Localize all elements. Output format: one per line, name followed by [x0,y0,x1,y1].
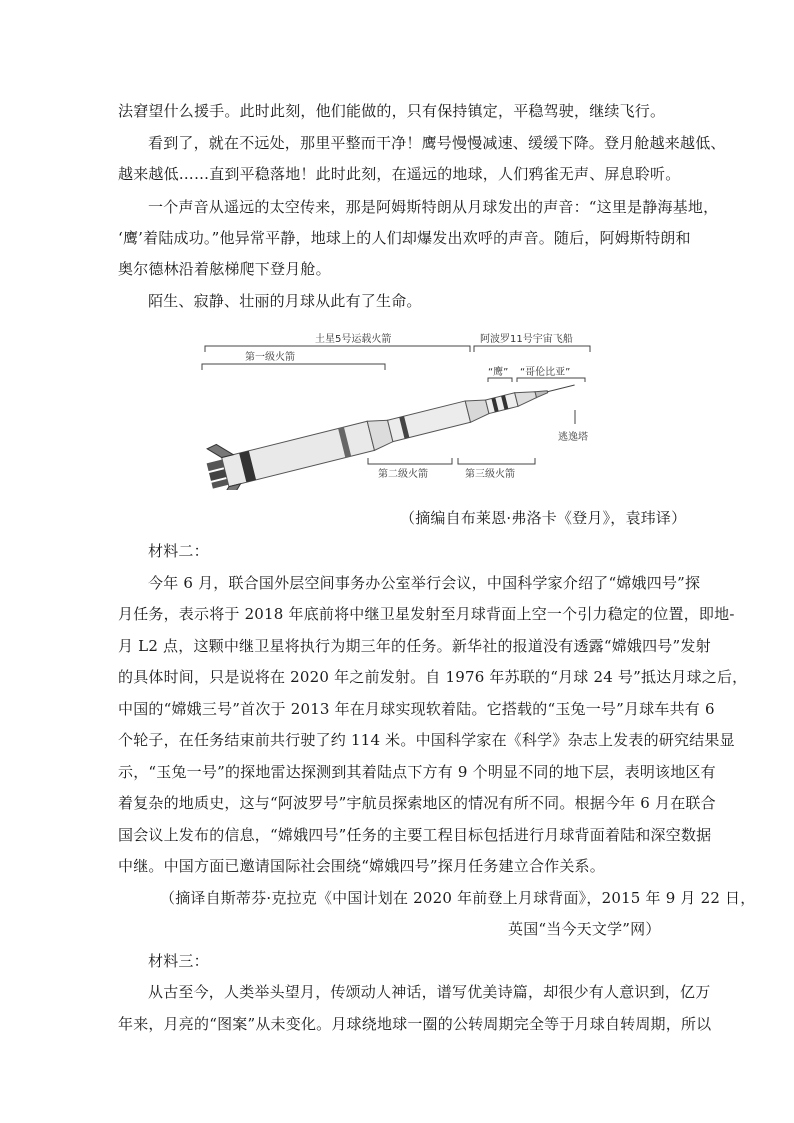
paragraph-line: 着复杂的地质史，这与“阿波罗号”宇航员探索地区的情况有所不同。根据今年 6 月在联合 [118,794,716,812]
paragraph-line: 中继。中国方面已邀请国际社会围绕“嫦娥四号”探月任务建立合作关系。 [118,857,605,875]
bracket-stage3 [458,458,535,464]
paragraph-line: 陌生、寂静、壮丽的月球从此有了生命。 [148,292,422,310]
paragraph-line: 月 L2 点，这颗中继卫星将执行为期三年的任务。新华社的报道没有透露“嫦娥四号”发射 [118,637,711,655]
paragraph-line: 法窘望什么援手。此时此刻，他们能做的，只有保持镇定，平稳驾驶，继续飞行。 [118,102,666,120]
section-title: 材料二： [148,542,209,560]
paragraph-line: 中国的“嫦娥三号”首次于 2013 年在月球实现软着陆。它搭载的“玉兔一号”月球车共有 6 [118,700,715,718]
source-citation: 英国“当今天文学”网） [508,920,661,938]
bracket-eagle [488,378,512,382]
paragraph-line: 国会议上发布的信息，“嫦娥四号”任务的主要工程目标包括进行月球背面着陆和深空数据 [118,826,712,844]
paragraph-line: 的具体时间，只是说将在 2020 年之前发射。自 1976 年苏联的“月球 24 号”抵达月球之后， [118,668,748,686]
paragraph-line: 奥尔德林沿着舷梯爬下登月舱。 [118,260,331,278]
label-stage1: 第一级火箭 [245,352,295,363]
rocket-diagram [190,330,600,490]
bracket-stage1 [202,364,385,370]
paragraph-line: 今年 6 月，联合国外层空间事务办公室举行会议，中国科学家介绍了“嫦娥四号”探 [148,574,701,592]
rocket-illustration [190,330,600,490]
source-citation: （摘编自布莱恩·弗洛卡《登月》，袁玮译） [400,509,687,527]
label-escape-tower: 逃逸塔 [558,432,588,443]
paragraph-line: 一个声音从遥远的太空传来，那是阿姆斯特朗从月球发出的声音：“这里是静海基地， [148,198,719,216]
paragraph-line: ‘鹰’着陆成功。”他异常平静，地球上的人们却爆发出欢呼的声音。随后，阿姆斯特朗和 [118,229,691,247]
paragraph-line: 年来，月亮的“图案”从未变化。月球绕地球一圈的公转周期完全等于月球自转周期，所以 [118,1015,712,1033]
paragraph-line: 越来越低……直到平稳落地！此时此刻，在遥远的地球，人们鸦雀无声、屏息聆听。 [118,165,681,183]
label-stage2: 第二级火箭 [378,469,428,480]
paragraph-line: 从古至今，人类举头望月，传颂动人神话，谱写优美诗篇，却很少有人意识到，亿万 [148,983,711,1001]
paragraph-line: 月任务，表示将于 2018 年底前将中继卫星发射至月球背面上空一个引力稳定的位置，即地- [118,605,735,623]
bracket-columbia [517,378,585,382]
paragraph-line: 个轮子，在任务结束前共行驶了约 114 米。中国科学家在《科学》杂志上发表的研究结果显 [118,731,735,749]
label-columbia: “哥伦比亚” [520,367,571,378]
paragraph-line: 看到了，就在不远处，那里平整而干净！鹰号慢慢减速、缓缓下降。登月舱越来越低、 [148,134,726,152]
label-stage3: 第三级火箭 [465,469,515,480]
label-apollo: 阿波罗11号宇宙飞船 [480,334,573,345]
paragraph-line: 示，“玉兔一号”的探地雷达探测到其着陆点下方有 9 个明显不同的地下层，表明该地区有 [118,763,716,781]
section-title: 材料三： [148,952,209,970]
bracket-apollo [474,346,590,352]
bracket-stage2 [368,458,452,464]
label-eagle: “鹰” [488,367,509,378]
source-citation: （摘译自斯蒂芬·克拉克《中国计划在 2020 年前登上月球背面》，2015 年 9 月 22 日， [160,889,756,907]
label-saturn: 土星5号运载火箭 [315,334,392,345]
